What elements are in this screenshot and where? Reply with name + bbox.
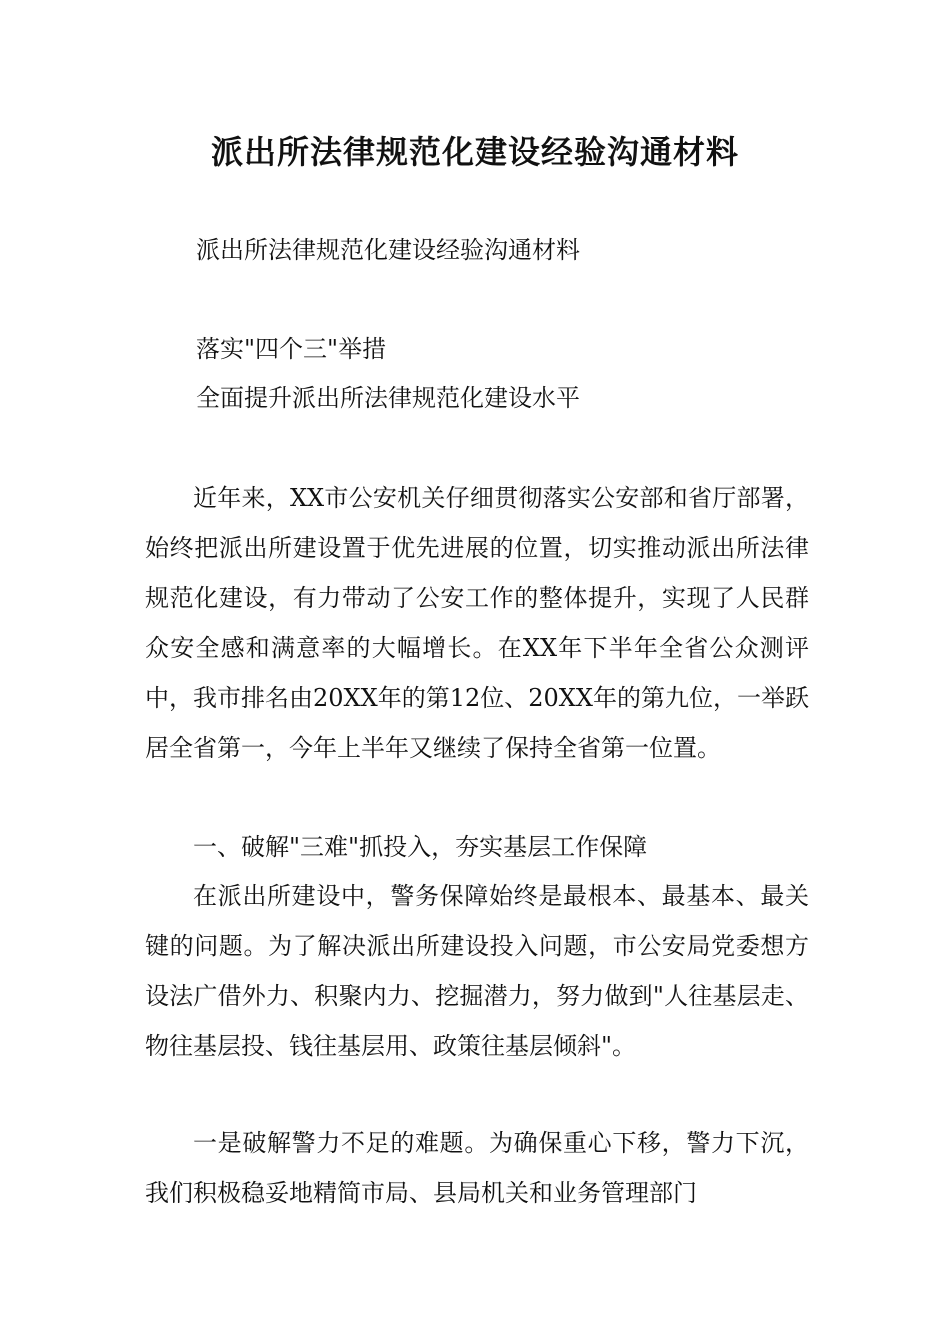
- heading-line-2: 全面提升派出所法律规范化建设水平: [196, 384, 580, 412]
- heading-line-1: 落实"四个三"举措: [196, 335, 387, 363]
- section-heading-1: 一、破解"三难"抓投入，夯实基层工作保障: [193, 833, 648, 861]
- document-title: 派出所法律规范化建设经验沟通材料: [210, 133, 739, 171]
- paragraph-manpower: 一是破解警力不足的难题。为确保重心下移，警力下沉，我们积极稳妥地精简市局、县局机关和业务管理部门: [145, 1129, 809, 1207]
- paragraph-guarantee: 在派出所建设中，警务保障始终是最根本、最基本、最关键的问题。为了解决派出所建设投入问题，市公安局党委想方设法广借外力、积聚内力、挖掘潜力，努力做到"人往基层走、物往基层投、钱往基层用、政策往基层倾斜"。: [145, 882, 809, 1060]
- paragraph-intro: 近年来，XX市公安机关仔细贯彻落实公安部和省厅部署，始终把派出所建设置于优先进展的位置，切实推动派出所法律规范化建设，有力带动了公安工作的整体提升，实现了人民群众安全感和满意率的大幅增长。在XX年下半年全省公众测评中，我市排名由20XX年的第12位、20XX年的第九位，一举跃居全省第一，今年上半年又继续了保持全省第一位置。: [145, 484, 809, 762]
- document-subtitle: 派出所法律规范化建设经验沟通材料: [196, 236, 580, 264]
